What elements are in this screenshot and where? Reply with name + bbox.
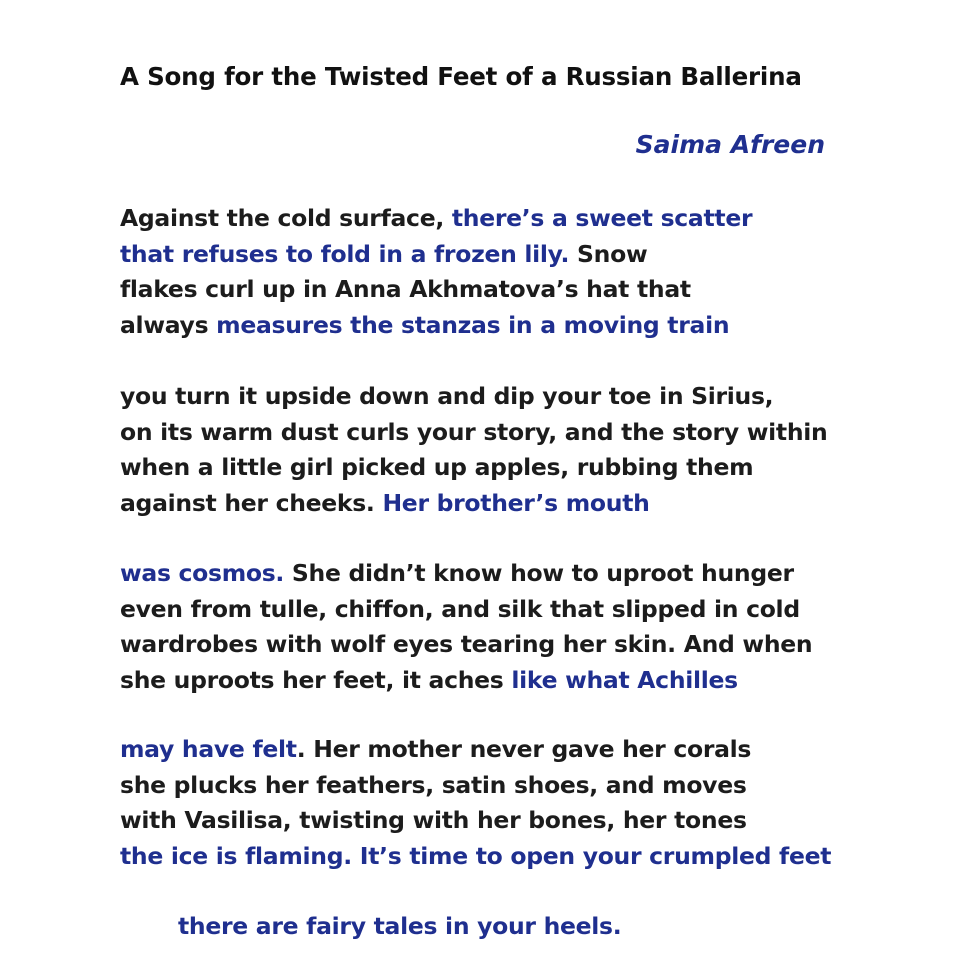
stanza-2	[120, 379, 827, 521]
poem-line	[120, 201, 752, 237]
poem-line	[120, 415, 827, 451]
poem-text: always	[120, 310, 217, 339]
poem-author: Saima Afreen	[635, 130, 825, 159]
poem-line	[120, 627, 812, 663]
poem-line	[120, 803, 831, 839]
poem-line	[120, 486, 827, 522]
stanza-1	[120, 201, 752, 343]
poem-line	[120, 768, 831, 804]
poem-text: She didn’t know how to uproot hunger	[284, 559, 794, 587]
poem-line	[120, 663, 812, 699]
poem-text: flakes curl up in Anna Akhmatova’s hat that	[120, 275, 691, 303]
poem-text: you turn it upside down and dip your toe in Sirius,	[120, 382, 774, 410]
poem-line	[120, 450, 827, 486]
poem-line	[120, 592, 812, 628]
poem-text: she plucks her feathers, satin shoes, and moves	[120, 770, 747, 799]
highlighted-phrase: Her brother’s mouth	[382, 488, 650, 517]
poem-line	[120, 237, 752, 273]
highlighted-phrase: may have felt	[120, 735, 297, 763]
highlighted-phrase: the ice is flaming. It’s time to open your crumpled feet	[120, 841, 832, 870]
poem-text: when a little girl picked up apples, rubbing them	[120, 453, 754, 481]
poem-text: with Vasilisa, twisting with her bones, her tones	[120, 806, 747, 834]
closing-line	[178, 909, 621, 945]
stanza-3	[120, 556, 812, 698]
highlighted-phrase: that refuses to fold in a frozen lily.	[120, 239, 570, 268]
poem-text: she uproots her feet, it aches	[120, 665, 512, 694]
highlighted-phrase: was cosmos.	[120, 559, 285, 587]
poem-text: even from tulle, chiffon, and silk that slipped in cold	[120, 594, 800, 623]
poem-title: A Song for the Twisted Feet of a Russian Ballerina	[120, 62, 802, 91]
highlighted-phrase: like what Achilles	[511, 665, 738, 694]
poem-text: Against the cold surface,	[120, 204, 452, 232]
poem-line	[120, 732, 831, 768]
poem-line	[120, 379, 827, 415]
poem-line	[120, 272, 752, 308]
poem-text: wardrobes with wolf eyes tearing her skin. And when	[120, 630, 813, 658]
highlighted-phrase: there are fairy tales in your heels.	[178, 912, 622, 940]
poem-text: on its warm dust curls your story, and the story within	[120, 417, 828, 446]
poem-text: . Her mother never gave her corals	[296, 735, 752, 763]
stanza-4	[120, 732, 831, 874]
poem-line	[120, 556, 812, 592]
poem-text: Snow	[569, 239, 648, 268]
poem-text: against her cheeks.	[120, 488, 383, 517]
poem-line	[120, 308, 752, 344]
highlighted-phrase: there’s a sweet scatter	[451, 204, 753, 232]
poem-line	[120, 839, 831, 875]
highlighted-phrase: measures the stanzas in a moving train	[216, 310, 730, 339]
